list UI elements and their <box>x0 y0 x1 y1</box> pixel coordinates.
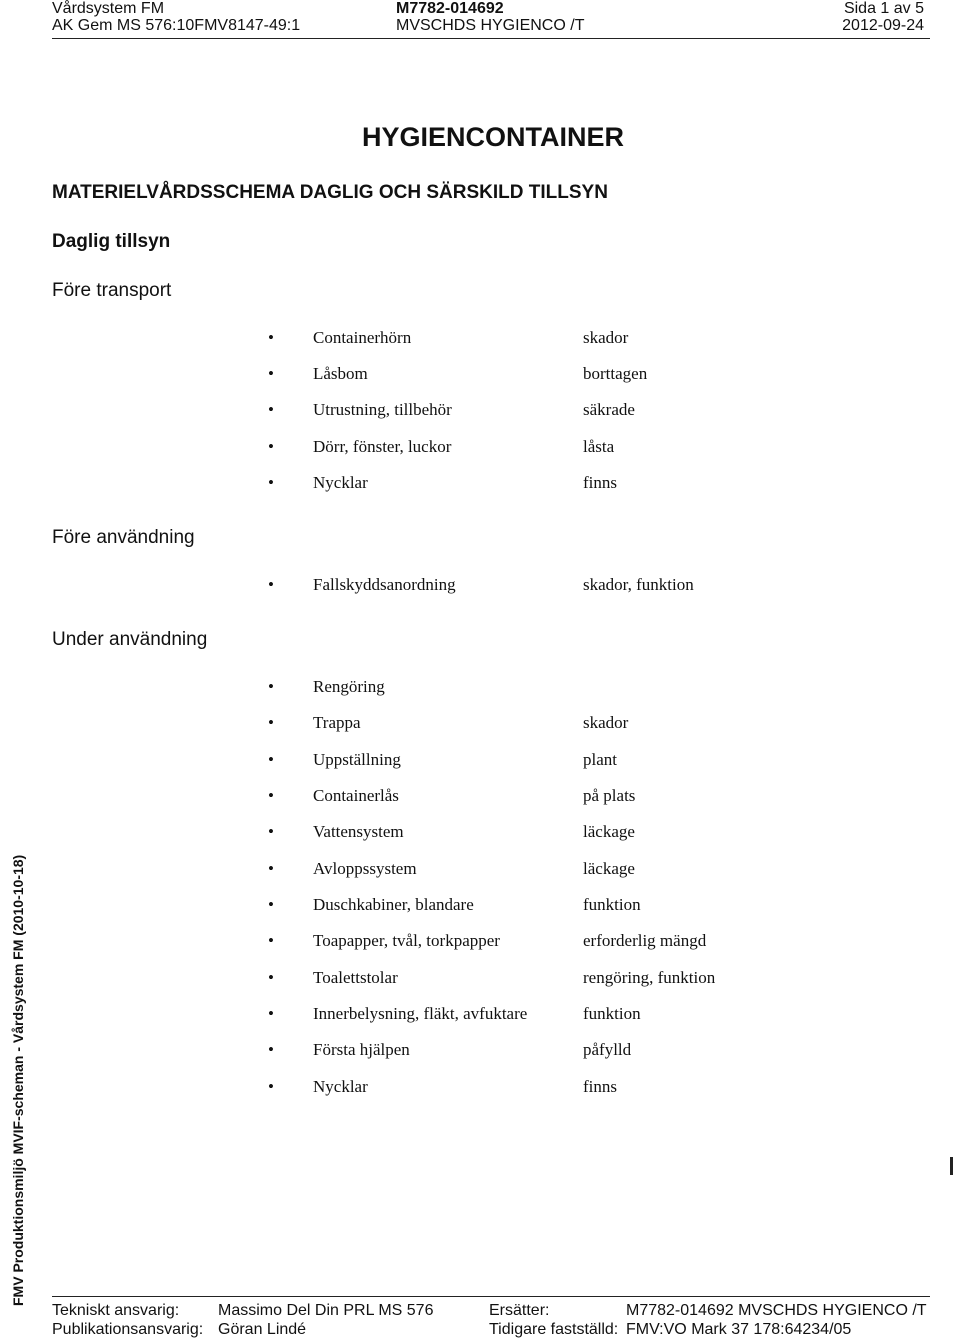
header-ref: AK Gem MS 576:10FMV8147-49:1 <box>52 17 301 34</box>
item-condition: skador, funktion <box>583 575 694 594</box>
group-heading-fore-anvandning: Före användning <box>52 527 195 548</box>
item-condition: på plats <box>583 786 636 805</box>
item-condition: låsta <box>583 437 615 456</box>
item-name: Toapapper, tvål, torkpapper <box>313 931 500 950</box>
bullet-icon: • <box>268 1040 274 1059</box>
list-item <box>0 1004 960 1026</box>
item-condition: finns <box>583 473 617 492</box>
item-condition: borttagen <box>583 364 648 383</box>
list-item <box>0 713 960 735</box>
item-name: Containerlås <box>313 786 399 805</box>
list-item <box>0 895 960 917</box>
group-heading-fore-transport: Före transport <box>52 280 172 301</box>
bullet-icon: • <box>268 328 274 347</box>
list-item <box>0 931 960 953</box>
bullet-icon: • <box>268 364 274 383</box>
item-name: Toalettstolar <box>313 968 398 987</box>
item-name: Nycklar <box>313 473 368 492</box>
section-heading: Daglig tillsyn <box>52 231 171 252</box>
item-condition: erforderlig mängd <box>583 931 707 950</box>
document-title: HYGIENCONTAINER <box>361 122 624 152</box>
list-item <box>0 786 960 808</box>
footer-tech-label: Tekniskt ansvarig: <box>52 1302 180 1319</box>
item-condition: påfylld <box>583 1040 632 1059</box>
footer-pub-value: Göran Lindé <box>218 1321 307 1338</box>
item-name: Rengöring <box>313 677 385 696</box>
item-name: Fallskyddsanordning <box>313 575 456 594</box>
item-name: Containerhörn <box>313 328 412 347</box>
item-name: Dörr, fönster, luckor <box>313 437 452 456</box>
list-item <box>0 400 960 422</box>
item-name: Första hjälpen <box>313 1040 410 1059</box>
list-item <box>0 575 960 597</box>
list-item <box>0 328 960 350</box>
item-name: Innerbelysning, fläkt, avfuktare <box>313 1004 528 1023</box>
bullet-icon: • <box>268 859 274 878</box>
list-item <box>0 750 960 772</box>
footer-replaces-value: M7782-014692 MVSCHDS HYGIENCO /T <box>626 1302 927 1319</box>
list-item <box>0 364 960 386</box>
item-name: Duschkabiner, blandare <box>313 895 474 914</box>
bullet-icon: • <box>268 750 274 769</box>
list-item <box>0 437 960 459</box>
list-item <box>0 677 960 699</box>
bullet-icon: • <box>268 895 274 914</box>
bullet-icon: • <box>268 437 274 456</box>
footer-tech-value: Massimo Del Din PRL MS 576 <box>218 1302 434 1319</box>
header-system: Vårdsystem FM <box>52 0 165 17</box>
header-page: Sida 1 av 5 <box>843 0 924 17</box>
bullet-icon: • <box>268 473 274 492</box>
bullet-icon: • <box>268 677 274 696</box>
item-name: Vattensystem <box>313 822 404 841</box>
list-item <box>0 968 960 990</box>
footer-prev-value: FMV:VO Mark 37 178:64234/05 <box>626 1321 852 1338</box>
bullet-icon: • <box>268 931 274 950</box>
item-condition: plant <box>583 750 617 769</box>
list-item <box>0 1077 960 1099</box>
bullet-icon: • <box>268 822 274 841</box>
item-name: Trappa <box>313 713 361 732</box>
bullet-icon: • <box>268 400 274 419</box>
list-item <box>0 859 960 881</box>
item-condition: skador <box>583 713 629 732</box>
document-subtitle: MATERIELVÅRDSSCHEMA DAGLIG OCH SÄRSKILD TILLSYN <box>52 182 608 203</box>
item-condition: finns <box>583 1077 617 1096</box>
side-caption: FMV Produktionsmiljö MVIF-scheman - Vårdsystem FM (2010-10-18) <box>10 854 26 1306</box>
item-condition: säkrade <box>583 400 635 419</box>
item-name: Uppställning <box>313 750 401 769</box>
item-condition: funktion <box>583 1004 641 1023</box>
item-name: Utrustning, tillbehör <box>313 400 452 419</box>
footer-rule <box>52 1296 930 1297</box>
item-condition: läckage <box>583 859 635 878</box>
header-date: 2012-09-24 <box>842 17 924 34</box>
item-condition: rengöring, funktion <box>583 968 716 987</box>
list-item <box>0 1040 960 1062</box>
header-doc-number: M7782-014692 <box>396 0 504 17</box>
footer-prev-label: Tidigare fastställd: <box>489 1321 619 1338</box>
list-item <box>0 822 960 844</box>
item-condition: läckage <box>583 822 635 841</box>
list-item <box>0 473 960 495</box>
bullet-icon: • <box>268 713 274 732</box>
item-name: Nycklar <box>313 1077 368 1096</box>
group-heading-under-anvandning: Under användning <box>52 629 208 650</box>
header-rule <box>52 38 930 39</box>
item-name: Låsbom <box>313 364 368 383</box>
item-condition: funktion <box>583 895 641 914</box>
bullet-icon: • <box>268 1004 274 1023</box>
bullet-icon: • <box>268 575 274 594</box>
item-condition: skador <box>583 328 629 347</box>
header-product: MVSCHDS HYGIENCO /T <box>396 17 585 34</box>
bullet-icon: • <box>268 786 274 805</box>
footer-replaces-label: Ersätter: <box>489 1302 550 1319</box>
item-name: Avloppssystem <box>313 859 417 878</box>
footer-pub-label: Publikationsansvarig: <box>52 1321 204 1338</box>
bullet-icon: • <box>268 1077 274 1096</box>
bullet-icon: • <box>268 968 274 987</box>
change-bar <box>950 1157 953 1175</box>
